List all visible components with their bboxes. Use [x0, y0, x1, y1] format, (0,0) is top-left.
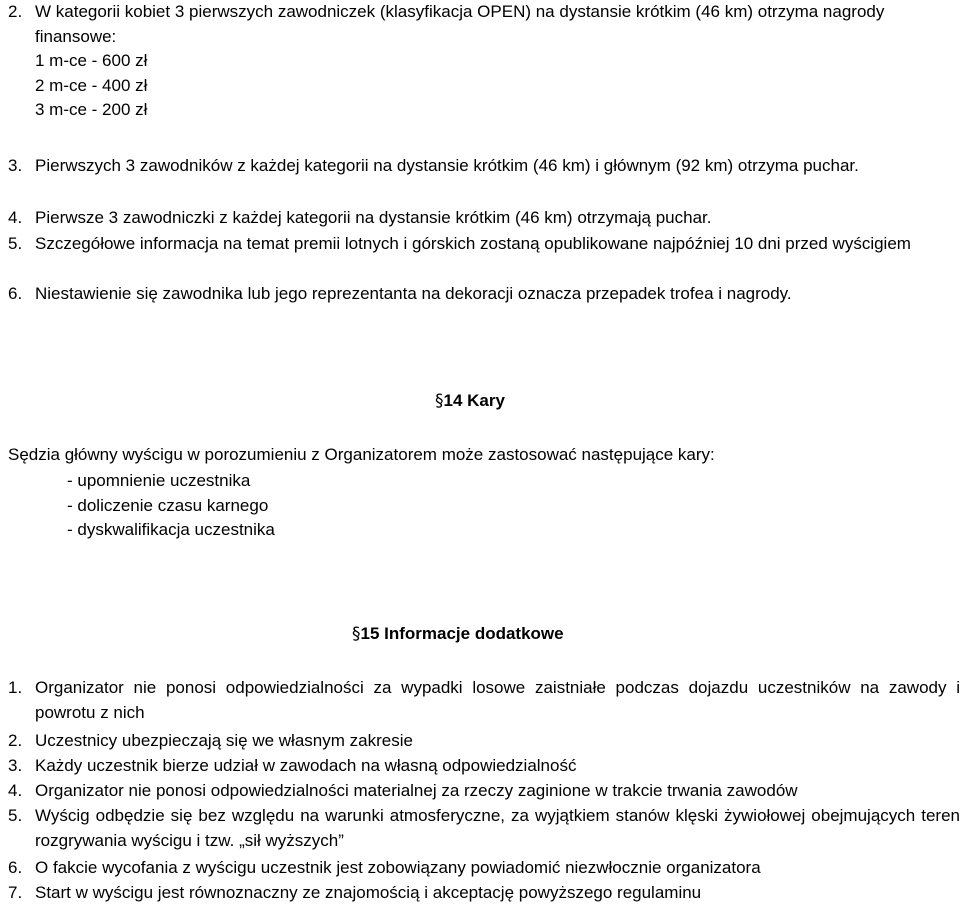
prize-item-3: [8, 154, 960, 179]
item-number: 1.: [8, 678, 23, 697]
item-text: W kategorii kobiet 3 pierwszych zawodniczek (klasyfikacja OPEN) na dystansie krótkim (46 km) otrzyma nagrody finansowe:: [35, 2, 885, 46]
item-number: 2.: [8, 2, 23, 21]
item-number: 5.: [8, 234, 23, 253]
item-number: 7.: [8, 883, 23, 902]
section-14-title: 14 Kary: [443, 391, 505, 410]
prize-item-4: [8, 206, 960, 231]
item-text: Wyścig odbędzie się bez względu na warunki atmosferyczne, za wyjątkiem stanów klęski żywiołowej obejmujących teren rozgrywania wyścigu i tzw. „sił wyższych”: [35, 806, 960, 850]
item-text: Organizator nie ponosi odpowiedzialności za wypadki losowe zaistniałe podczas dojazdu uczestników na zawody i powrotu z nich: [35, 678, 960, 722]
item-number: 3.: [8, 156, 23, 175]
penalty-time: - doliczenie czasu karnego: [67, 495, 269, 515]
penalty-disqualification: - dyskwalifikacja uczestnika: [67, 520, 275, 539]
item-number: 4.: [8, 208, 23, 227]
prize-money-list: [35, 49, 147, 123]
prize-place-1: 1 m-ce - 600 zł: [35, 51, 148, 70]
section-15-heading: [352, 622, 564, 647]
info-item-6: [8, 856, 960, 881]
item-text: Niestawienie się zawodnika lub jego reprezentanta na dekoracji oznacza przepadek trofea i nagrody.: [35, 284, 792, 303]
item-number: 6.: [8, 858, 23, 877]
prize-item-6: [8, 282, 960, 307]
penalty-warning: - upomnienie uczestnika: [67, 471, 251, 490]
section-symbol: §: [352, 624, 361, 644]
prize-item-2: [8, 0, 960, 49]
section-14-heading: [435, 389, 505, 414]
item-text: Szczegółowe informacja na temat premii lotnych i górskich zostaną opublikowane najpóźniej 10 dni przed wyścigiem: [35, 234, 911, 253]
section-15-title: 15 Informacje dodatkowe: [360, 624, 564, 643]
info-item-4: [8, 779, 960, 804]
item-text: Uczestnicy ubezpieczają się we własnym zakresie: [35, 731, 413, 750]
prize-item-5: [8, 232, 960, 257]
item-text: Organizator nie ponosi odpowiedzialności materialnej za rzeczy zaginione w trakcie trwania zawodów: [35, 781, 798, 800]
item-text: Pierwszych 3 zawodników z każdej kategorii na dystansie krótkim (46 km) i głównym (92 km) otrzyma puchar.: [35, 156, 859, 175]
penalties-intro: Sędzia główny wyścigu w porozumieniu z Organizatorem może zastosować następujące kary:: [8, 445, 715, 464]
section-symbol: §: [435, 391, 444, 411]
prize-place-2: 2 m-ce - 400 zł: [35, 75, 148, 95]
info-item-1: [8, 676, 960, 725]
item-number: 2.: [8, 731, 23, 750]
item-number: 5.: [8, 806, 23, 825]
item-number: 4.: [8, 781, 23, 800]
item-number: 6.: [8, 284, 23, 303]
penalties-list: [67, 469, 275, 543]
info-item-7: [8, 881, 960, 906]
item-text: Pierwsze 3 zawodniczki z każdej kategorii na dystansie krótkim (46 km) otrzymają puchar.: [35, 208, 712, 227]
info-item-5: [8, 804, 960, 853]
item-text: O fakcie wycofania z wyścigu uczestnik jest zobowiązany powiadomić niezwłocznie organizatora: [35, 858, 761, 877]
prize-place-3: 3 m-ce - 200 zł: [35, 100, 148, 119]
info-item-2: [8, 729, 960, 754]
item-text: Każdy uczestnik bierze udział w zawodach na własną odpowiedzialność: [35, 756, 577, 775]
info-item-3: [8, 754, 960, 779]
item-text: Start w wyścigu jest równoznaczny ze znajomością i akceptację powyższego regulaminu: [35, 883, 702, 902]
item-number: 3.: [8, 756, 23, 775]
